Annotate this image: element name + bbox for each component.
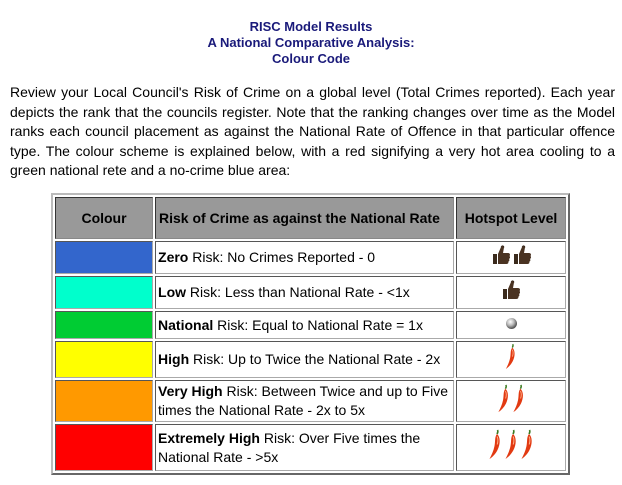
table-row — [55, 276, 566, 309]
table-row — [55, 424, 566, 471]
hotspot-cell — [456, 341, 566, 378]
chili-pepper-icon — [505, 343, 517, 371]
table-row — [55, 241, 566, 274]
grey-ball-icon — [505, 317, 518, 330]
table-header-row — [55, 197, 566, 239]
risk-description — [155, 276, 454, 309]
header-title: RISC Model Results — [249, 19, 373, 34]
risk-level-label: National — [158, 316, 214, 333]
risk-description — [155, 311, 454, 339]
colour-code-table — [51, 193, 570, 475]
column-header-risk: Risk of Crime as against the National Rate — [155, 197, 454, 239]
hotspot-cell — [456, 424, 566, 471]
risk-level-label: High — [158, 351, 190, 367]
table-row — [55, 311, 566, 339]
colour-swatch-low — [55, 276, 153, 309]
page-header — [0, 19, 622, 67]
risk-description — [155, 380, 454, 422]
chili-pepper-triple-icon — [488, 429, 535, 461]
header-caption: Colour Code — [272, 51, 350, 66]
chili-pepper-double-icon — [497, 384, 526, 414]
colour-swatch-extremely-high — [55, 424, 153, 471]
colour-swatch-high — [55, 341, 153, 378]
table-row — [55, 341, 566, 378]
hotspot-cell — [456, 380, 566, 422]
hotspot-cell — [456, 241, 566, 274]
header-subtitle: A National Comparative Analysis: — [207, 35, 415, 50]
risk-level-label: Zero — [158, 249, 189, 265]
column-header-hotspot: Hotspot Level — [456, 197, 566, 239]
risk-detail: Risk: Up to Twice the National Rate - 2x — [189, 351, 441, 367]
risk-detail: Risk: Over Five times the National Rate - >5x — [158, 429, 421, 465]
risk-description — [155, 424, 454, 471]
column-header-colour: Colour — [55, 197, 153, 239]
risk-detail: Risk: Less than National Rate - <1x — [186, 284, 410, 300]
colour-swatch-national — [55, 311, 153, 339]
risk-level-label: Extremely High — [158, 429, 260, 446]
hotspot-cell — [456, 276, 566, 309]
risk-level-label: Low — [158, 284, 187, 300]
risk-level-label: Very High — [158, 383, 223, 399]
risk-description — [155, 341, 454, 378]
risk-detail: Risk: Equal to National Rate = 1x — [213, 316, 423, 333]
risk-description — [155, 241, 454, 274]
risk-detail: Risk: Between Twice and up to Five times the National Rate - 2x to 5x — [158, 383, 449, 418]
thumbs-up-double-icon — [491, 244, 532, 266]
intro-paragraph: Review your Local Council's Risk of Crime on a global level (Total Crimes reported). Each year depicts the rank that the councils register. Note that the ranking changes over time as the Model ranks each council placement as against the National Rate of Offence in that particular offence type. The colour scheme is explained below, with a red signifying a very hot area cooling to a green national rete and a no-crime blue area: — [10, 84, 615, 178]
colour-swatch-very-high — [55, 380, 153, 422]
hotspot-cell — [456, 311, 566, 339]
table-row — [55, 380, 566, 422]
colour-swatch-zero — [55, 241, 153, 274]
risk-detail: Risk: No Crimes Reported - 0 — [188, 249, 376, 265]
thumbs-up-icon — [501, 279, 521, 301]
